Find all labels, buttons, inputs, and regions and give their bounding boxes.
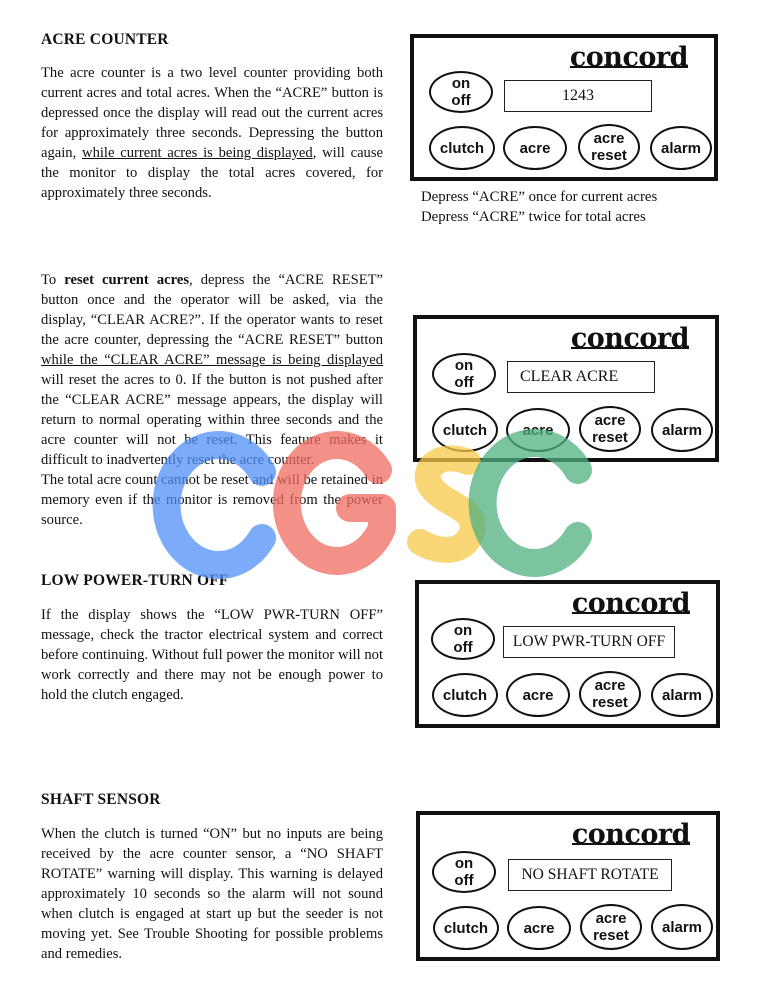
acre-reset-label-1: acre [594, 677, 626, 694]
on-label: on [453, 622, 473, 639]
acre-reset-label-1: acre [593, 130, 625, 147]
watermark-letter-s [420, 458, 473, 549]
on-off-button[interactable] [432, 353, 496, 395]
on-label: on [451, 75, 471, 92]
on-off-button[interactable] [429, 71, 493, 113]
acre-button[interactable]: acre [506, 673, 570, 717]
acre-button[interactable]: acre [503, 126, 567, 170]
off-label: off [454, 872, 474, 889]
shaft-sensor-paragraph: When the clutch is turned “ON” but no inputs are being received by the acre counter sensor, a “NO SHAFT ROTATE” warning will display. This warning is delayed approximately 10 seconds so the alarm will not sound when clutch is engaged at start up but the seeder is not moving yet. See Trouble Shooting for possible problems and remedies. [41, 826, 383, 962]
low-power-heading: LOW POWER-TURN OFF [41, 572, 229, 589]
shaft-sensor-heading: SHAFT SENSOR [41, 791, 161, 808]
low-power-section [41, 572, 383, 705]
display-screen: CLEAR ACRE [507, 361, 655, 393]
concord-logo: concord [571, 819, 690, 850]
acre-reset-label-1: acre [595, 910, 627, 927]
display-screen: 1243 [504, 80, 652, 112]
display-screen: LOW PWR-TURN OFF [503, 626, 675, 658]
alarm-button[interactable]: alarm [651, 904, 713, 950]
clutch-button[interactable]: clutch [433, 906, 499, 950]
clutch-button[interactable]: clutch [432, 408, 498, 452]
acre-button[interactable]: acre [507, 906, 571, 950]
acre-reset-label-2: reset [593, 927, 629, 944]
acre-reset-label-1: acre [594, 412, 626, 429]
acre-counter-section [41, 31, 383, 203]
concord-logo: concord [571, 588, 690, 619]
caption-line-1: Depress “ACRE” once for current acres [421, 189, 658, 205]
concord-logo: concord [570, 323, 689, 354]
caption-line-2: Depress “ACRE” twice for total acres [421, 209, 646, 225]
reset-run: To [41, 272, 65, 288]
acre-counter-heading: ACRE COUNTER [41, 31, 169, 48]
reset-section [41, 270, 383, 530]
concord-logo: concord [569, 42, 688, 73]
total-acre-paragraph: The total acre count cannot be reset and will be retained in memory even if the monitor is removed from the power source. [41, 472, 383, 528]
low-power-paragraph: If the display shows the “LOW PWR-TURN OFF” message, check the tractor electrical system and correct before continuing. Without full power the monitor will not work correctly and there may not be enough power to hold the clutch engaged. [41, 607, 383, 703]
reset-run: reset current acres [64, 272, 189, 288]
acre-reset-button[interactable] [580, 904, 642, 950]
acre-counter-run: while current acres is being displayed [82, 145, 313, 161]
off-label: off [453, 639, 473, 656]
reset-run: , depress the “ACRE RESET” button once and the operator will be asked, via the display, “CLEAR ACRE?”. If the operator wants to reset the acre counter, depressing the “ACRE RESET” button [41, 272, 383, 348]
monitor-panel-4 [416, 811, 720, 961]
panel-caption [421, 187, 741, 227]
monitor-panel-2 [413, 315, 719, 462]
clutch-button[interactable]: clutch [429, 126, 495, 170]
display-screen: NO SHAFT ROTATE [508, 859, 672, 891]
acre-counter-run: , will cause the monitor to display the total acres covered, for approximately three seconds. [41, 145, 384, 201]
acre-reset-label-2: reset [591, 147, 627, 164]
acre-counter-paragraph [41, 63, 383, 203]
shaft-sensor-section [41, 791, 383, 964]
on-off-button[interactable] [431, 618, 495, 660]
acre-button[interactable]: acre [506, 408, 570, 452]
off-label: off [454, 374, 474, 391]
on-label: on [454, 855, 474, 872]
reset-run: while the “CLEAR ACRE” message is being displayed [41, 352, 383, 368]
reset-run: will reset the acres to 0. If the button is not pushed after the “CLEAR ACRE” message appears, the display will return to normal operating within three seconds and the acre counter will not be reset. This feature makes it difficult to inadvertently reset the acre counter. [41, 372, 383, 468]
alarm-button[interactable]: alarm [651, 408, 713, 452]
alarm-button[interactable]: alarm [651, 673, 713, 717]
off-label: off [451, 92, 471, 109]
acre-reset-button[interactable] [579, 406, 641, 452]
reset-paragraph [41, 270, 383, 470]
acre-reset-button[interactable] [578, 124, 640, 170]
acre-reset-button[interactable] [579, 671, 641, 717]
monitor-panel-1 [410, 34, 718, 181]
acre-reset-label-2: reset [592, 694, 628, 711]
alarm-button[interactable]: alarm [650, 126, 712, 170]
clutch-button[interactable]: clutch [432, 673, 498, 717]
acre-reset-label-2: reset [592, 429, 628, 446]
acre-counter-run: The acre counter is a two level counter providing both current acres and total acres. When the “ACRE” button is depressed once the display will read out the current acres for approximately three seconds. Depressing the button again, [41, 65, 383, 161]
on-off-button[interactable] [432, 851, 496, 893]
monitor-panel-3 [415, 580, 720, 728]
on-label: on [454, 357, 474, 374]
